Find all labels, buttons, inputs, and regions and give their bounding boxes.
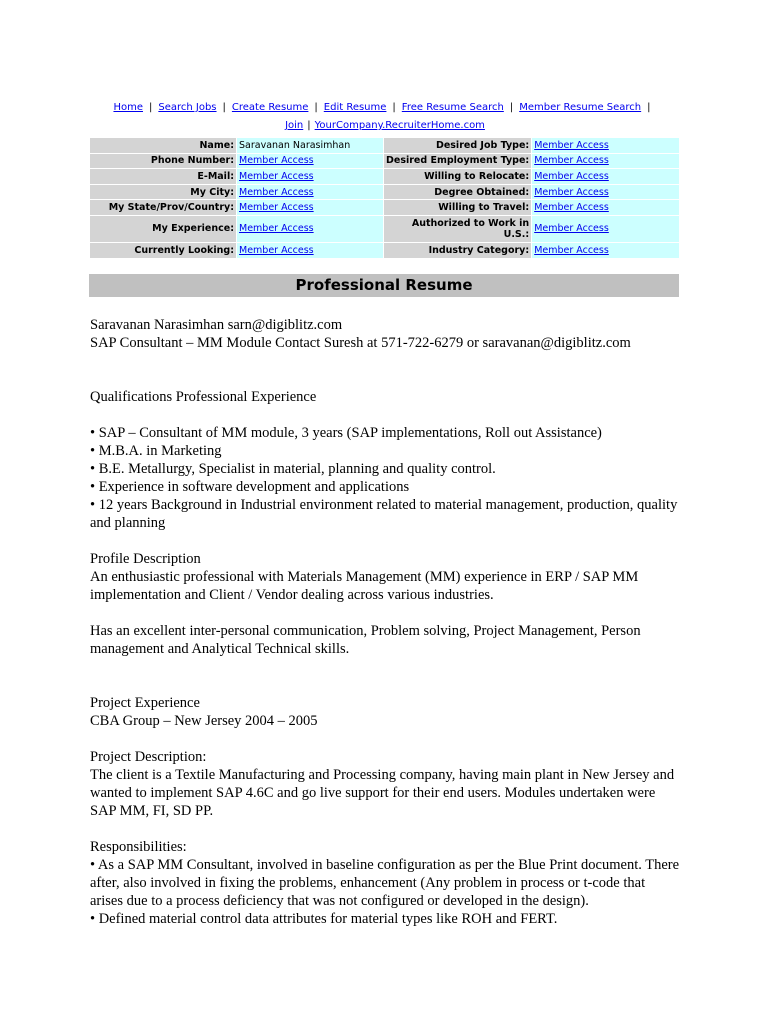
member-access-link[interactable]: Member Access bbox=[239, 223, 314, 235]
responsibilities-heading: Responsibilities: bbox=[90, 839, 187, 855]
member-access-link[interactable]: Member Access bbox=[534, 244, 609, 256]
nav-link-edit-resume[interactable]: Edit Resume bbox=[323, 102, 387, 113]
email-value bbox=[237, 169, 383, 184]
member-access-link[interactable]: Member Access bbox=[239, 202, 314, 214]
nav-link-company-site[interactable]: YourCompany.RecruiterHome.com bbox=[314, 120, 485, 131]
nav-separator: | bbox=[222, 102, 226, 113]
skills-text: Has an excellent inter-personal communication, Problem solving, Project Management, Person management and Analytical Technical skills. bbox=[90, 623, 641, 657]
project-description-text: The client is a Textile Manufacturing and Processing company, having main plant in New Jersey and wanted to implement SAP 4.6C and go live support for their end users. Modules undertaken were SAP MM, FI, SD PP. bbox=[90, 767, 675, 819]
resume-body bbox=[90, 316, 680, 928]
degree-obtained-value bbox=[532, 185, 679, 200]
info-row bbox=[90, 169, 679, 184]
member-access-link[interactable]: Member Access bbox=[534, 139, 609, 151]
info-row bbox=[90, 200, 679, 215]
desired-job-type-value bbox=[532, 138, 679, 153]
qualification-item: • M.B.A. in Marketing bbox=[90, 443, 222, 459]
industry-category-label: Industry Category: bbox=[384, 243, 531, 258]
member-access-link[interactable]: Member Access bbox=[239, 244, 314, 256]
name-value: Saravanan Narasimhan bbox=[237, 138, 383, 153]
member-access-link[interactable]: Member Access bbox=[239, 170, 314, 182]
industry-category-value bbox=[532, 243, 679, 258]
responsibility-item: • Defined material control data attributes for material types like ROH and FERT. bbox=[90, 911, 558, 927]
nav-link-search-jobs[interactable]: Search Jobs bbox=[158, 102, 217, 113]
currently-looking-value bbox=[237, 243, 383, 258]
info-row bbox=[90, 216, 679, 242]
city-label: My City: bbox=[90, 185, 236, 200]
name-label: Name: bbox=[90, 138, 236, 153]
experience-value bbox=[237, 216, 383, 242]
nav-link-create-resume[interactable]: Create Resume bbox=[231, 102, 309, 113]
project-line: CBA Group – New Jersey 2004 – 2005 bbox=[90, 713, 318, 729]
member-access-link[interactable]: Member Access bbox=[239, 186, 314, 198]
qualification-item: • 12 years Background in Industrial environment related to material management, production, quality and planning bbox=[90, 497, 678, 531]
member-access-link[interactable]: Member Access bbox=[534, 202, 609, 214]
desired-employment-type-value bbox=[532, 154, 679, 169]
profile-heading: Profile Description bbox=[90, 551, 201, 567]
nav-separator: | bbox=[314, 102, 318, 113]
project-heading: Project Experience bbox=[90, 695, 200, 711]
willing-to-relocate-value bbox=[532, 169, 679, 184]
nav-link-join[interactable]: Join bbox=[285, 120, 304, 131]
nav-separator: | bbox=[148, 102, 153, 113]
phone-number-value bbox=[237, 154, 383, 169]
email-label: E-Mail: bbox=[90, 169, 236, 184]
info-row bbox=[90, 185, 679, 200]
resume-header-line: Saravanan Narasimhan sarn@digiblitz.com bbox=[90, 317, 343, 333]
info-row bbox=[90, 243, 679, 258]
nav-separator: | bbox=[647, 102, 651, 113]
currently-looking-label: Currently Looking: bbox=[90, 243, 236, 258]
resume-header-line: SAP Consultant – MM Module Contact Suresh at 571-722-6279 or saravanan@digiblitz.com bbox=[90, 335, 631, 351]
authorized-to-work-value bbox=[532, 216, 679, 242]
state-prov-country-value bbox=[237, 200, 383, 215]
qualification-item: • B.E. Metallurgy, Specialist in material, planning and quality control. bbox=[90, 461, 496, 477]
city-value bbox=[237, 185, 383, 200]
qualification-item: • SAP – Consultant of MM module, 3 years (SAP implementations, Roll out Assistance) bbox=[90, 425, 602, 441]
member-access-link[interactable]: Member Access bbox=[534, 223, 609, 235]
member-access-link[interactable]: Member Access bbox=[534, 186, 609, 198]
nav-separator: | bbox=[509, 102, 514, 113]
nav-link-free-resume-search[interactable]: Free Resume Search bbox=[401, 102, 504, 113]
member-access-link[interactable]: Member Access bbox=[534, 170, 609, 182]
professional-resume-banner: Professional Resume bbox=[89, 274, 679, 297]
desired-employment-type-label: Desired Employment Type: bbox=[386, 155, 530, 167]
authorized-to-work-label: Authorized to Work in U.S.: bbox=[384, 216, 531, 242]
info-row bbox=[90, 138, 679, 153]
qualification-item: • Experience in software development and applications bbox=[90, 479, 410, 495]
project-description-heading: Project Description: bbox=[90, 749, 207, 765]
experience-label: My Experience: bbox=[90, 216, 236, 242]
info-row bbox=[90, 154, 679, 169]
willing-to-travel-value bbox=[532, 200, 679, 215]
nav-link-home[interactable]: Home bbox=[113, 102, 143, 113]
nav-separator: | bbox=[392, 102, 396, 113]
responsibility-item: • As a SAP MM Consultant, involved in baseline configuration as per the Blue Print document. There after, also involved in fixing the problems, enhancement (Any problem in process or t-code that arises due to a process deficiency that was not configured or developed in the design). bbox=[90, 857, 680, 909]
nav-link-member-resume-search[interactable]: Member Resume Search bbox=[519, 102, 642, 113]
profile-text: An enthusiastic professional with Materials Management (MM) experience in ERP / SAP MM implementation and Client / Vendor dealing across various industries. bbox=[90, 569, 639, 603]
top-navigation bbox=[90, 99, 680, 135]
member-access-link[interactable]: Member Access bbox=[534, 155, 609, 167]
state-prov-country-label: My State/Prov/Country: bbox=[90, 200, 236, 215]
degree-obtained-label: Degree Obtained: bbox=[384, 185, 531, 200]
qualifications-heading: Qualifications Professional Experience bbox=[90, 389, 317, 405]
nav-separator: | bbox=[307, 120, 311, 131]
candidate-info-table bbox=[89, 137, 680, 259]
member-access-link[interactable]: Member Access bbox=[239, 155, 314, 167]
desired-job-type-label: Desired Job Type: bbox=[384, 138, 531, 153]
willing-to-relocate-label: Willing to Relocate: bbox=[384, 169, 531, 184]
willing-to-travel-label: Willing to Travel: bbox=[384, 200, 531, 215]
phone-number-label: Phone Number: bbox=[90, 154, 236, 169]
